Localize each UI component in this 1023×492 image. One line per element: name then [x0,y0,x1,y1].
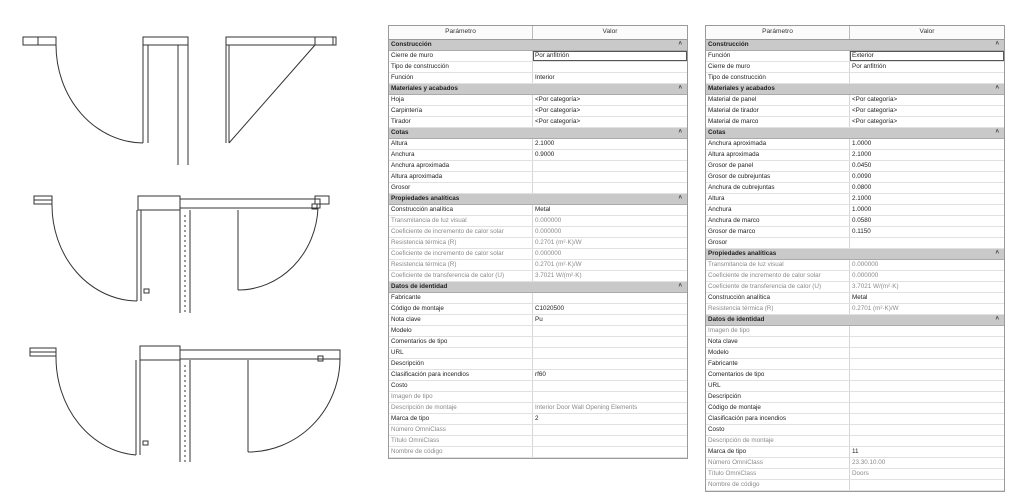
parameter-name: Tipo de construcción [706,73,850,83]
table-row [706,392,1004,403]
column-header-parametro[interactable]: Parámetro [706,26,850,39]
parameter-value[interactable]: 1.0000 [852,139,872,147]
parameter-name: Anchura aproximada [706,139,850,149]
parameter-name: Código de montaje [706,403,850,413]
parameter-name: Grosor [389,183,533,193]
parameter-value[interactable]: 1.0000 [852,205,872,213]
group-label: Construcción [391,40,432,48]
door-plan-middle [34,196,329,313]
parameter-value[interactable] [850,381,1004,391]
table-row [706,117,1004,128]
group-header-materiales-y-acabados[interactable] [389,84,687,95]
parameter-value[interactable]: 0.0580 [852,216,872,224]
parameter-name: Coeficiente de transferencia de calor (U) [389,271,533,281]
parameter-value[interactable]: 0.0090 [852,172,872,180]
parameter-value[interactable]: 0.1150 [852,227,871,235]
group-label: Datos de identidad [708,315,765,323]
parameter-value[interactable]: 11 [852,447,859,455]
parameter-value [850,436,1004,446]
table-row [706,205,1004,216]
column-header-valor[interactable]: Valor [919,28,935,36]
parameter-name: Marca de tipo [389,414,533,424]
table-row [706,95,1004,106]
parameter-value: 3.7021 W/(m²·K) [535,271,582,279]
parameter-name: Resistencia térmica (R) [389,260,533,270]
table-row [389,425,687,436]
parameter-value[interactable]: 0.9000 [535,150,555,158]
table-row [706,326,1004,337]
table-row [706,106,1004,117]
group-header-propiedades-analiticas[interactable] [706,249,1004,260]
group-header-propiedades-analiticas[interactable] [389,194,687,205]
parameter-name: Nota clave [706,337,850,347]
parameter-value[interactable]: rf60 [535,370,546,378]
group-header-cotas[interactable] [706,128,1004,139]
parameter-name: Hoja [389,95,533,105]
table-row [706,271,1004,282]
table-row [389,381,687,392]
parameter-name: Descripción [706,392,850,402]
table-row [706,381,1004,392]
parameter-name: Transmitancia de luz visual [706,260,850,270]
table-row [706,403,1004,414]
table-row [389,326,687,337]
parameter-name: Construcción analítica [389,205,533,215]
parameter-name: Modelo [706,348,850,358]
parameter-value[interactable]: <Por categoría> [535,117,581,125]
column-header-parametro[interactable]: Parámetro [389,26,533,39]
parameter-name: Anchura [389,150,533,160]
table-row [706,436,1004,447]
table-row [389,183,687,194]
table-row [706,51,1004,62]
parameter-name: Código de montaje [389,304,533,314]
table-row [706,238,1004,249]
parameter-name: Grosor de marco [706,227,850,237]
table-row [389,414,687,425]
table-row [706,370,1004,381]
parameter-value: 0.000000 [852,271,879,279]
parameter-name: Grosor [706,238,850,248]
parameter-value[interactable]: Exterior [850,51,1004,61]
parameter-name: Función [389,73,533,83]
table-row [389,51,687,62]
parameter-name: Tirador [389,117,533,127]
group-label: Propiedades analíticas [708,249,777,257]
parameter-name: Coeficiente de incremento de calor solar [389,227,533,237]
table-header [706,26,1004,40]
parameter-name: Resistencia térmica (R) [706,304,850,314]
table-row [389,403,687,414]
parameter-name: Anchura de cubrejuntas [706,183,850,193]
parameter-value: 0.000000 [852,260,879,268]
parameter-name: Marca de tipo [706,447,850,457]
parameter-value[interactable] [850,370,1004,380]
table-row [389,348,687,359]
parameter-name: Número OmniClass [706,458,850,468]
table-row [706,216,1004,227]
parameter-name: Nota clave [389,315,533,325]
parameter-value [533,436,687,446]
table-row [389,447,687,458]
collapse-chevron-icon[interactable]: ˄ [995,41,999,47]
group-label: Propiedades analíticas [391,194,460,202]
parameter-name: Cierre de muro [706,62,850,72]
parameter-name: Función [706,51,850,61]
parameter-value[interactable]: Pu [535,315,543,323]
parameter-value[interactable] [533,348,687,358]
table-row [389,216,687,227]
collapse-chevron-icon[interactable]: ˄ [678,283,682,289]
group-header-datos-de-identidad[interactable] [706,315,1004,326]
parameter-name: Costo [706,425,850,435]
parameter-name: Descripción [389,359,533,369]
table-row [389,205,687,216]
parameter-name: Material de panel [706,95,850,105]
group-label: Datos de identidad [391,282,448,290]
parameter-name: Grosor de cubrejuntas [706,172,850,182]
parameter-name: Título OmniClass [706,469,850,479]
parameter-value[interactable]: <Por categoría> [852,106,898,114]
table-row [706,447,1004,458]
table-row [389,73,687,84]
table-row [706,469,1004,480]
group-header-construccion[interactable] [389,40,687,51]
parameter-value[interactable] [533,161,687,171]
table-row [389,304,687,315]
parameter-value[interactable] [850,392,1004,402]
collapse-chevron-icon[interactable]: ˄ [995,85,999,91]
parameter-value [533,425,687,435]
group-header-datos-de-identidad[interactable] [389,282,687,293]
parameter-name: Grosor de panel [706,161,850,171]
parameter-name: Altura [389,139,533,149]
table-row [706,337,1004,348]
parameter-value[interactable]: C1020500 [535,304,565,312]
parameter-name: Transmitancia de luz visual [389,216,533,226]
parameter-value[interactable]: 2.1000 [852,194,872,202]
collapse-chevron-icon[interactable]: ˄ [678,195,682,201]
parameter-name: Fabricante [389,293,533,303]
parameter-value[interactable] [533,172,687,182]
parameter-name: Tipo de construcción [389,62,533,72]
parameter-value[interactable] [533,381,687,391]
collapse-chevron-icon[interactable]: ˄ [678,129,682,135]
parameter-value[interactable] [533,62,687,72]
parameter-value[interactable]: 2.1000 [535,139,555,147]
parameter-name: Material de tirador [706,106,850,116]
collapse-chevron-icon[interactable]: ˄ [995,250,999,256]
table-row [389,139,687,150]
table-row [706,161,1004,172]
parameter-name: Descripción de montaje [706,436,850,446]
parameter-value [850,326,1004,336]
table-row [706,293,1004,304]
group-label: Materiales y acabados [708,84,775,92]
collapse-chevron-icon[interactable]: ˄ [678,85,682,91]
parameter-name: Modelo [389,326,533,336]
parameter-name: Carpintería [389,106,533,116]
parameter-name: Coeficiente de incremento de calor solar [389,249,533,259]
table-row [389,106,687,117]
group-header-construccion[interactable] [706,40,1004,51]
parameter-name: URL [389,348,533,358]
parameter-name: Altura aproximada [389,172,533,182]
parameter-value[interactable]: 2.1000 [852,150,872,158]
parameter-value[interactable]: 2 [535,414,539,422]
parameter-value[interactable] [850,414,1004,424]
table-row [389,227,687,238]
parameter-name: Comentarios de tipo [706,370,850,380]
parameter-value[interactable] [850,348,1004,358]
parameter-name: URL [706,381,850,391]
table-row [389,392,687,403]
parameter-value [850,480,1004,490]
parameter-value[interactable] [533,359,687,369]
parameter-value[interactable] [850,73,1004,83]
parameter-name: Coeficiente de transferencia de calor (U) [706,282,850,292]
group-header-materiales-y-acabados[interactable] [706,84,1004,95]
table-row [706,425,1004,436]
table-row [706,260,1004,271]
parameter-value[interactable]: Por anfitrión [852,62,886,70]
table-row [389,95,687,106]
table-row [389,62,687,73]
table-row [706,150,1004,161]
table-row [389,436,687,447]
table-row [389,337,687,348]
parameter-name: Nombre de código [389,447,533,457]
table-row [389,150,687,161]
table-row [706,304,1004,315]
table-row [706,194,1004,205]
parameter-value[interactable]: Metal [852,293,868,301]
type-properties-table-2 [705,25,1005,492]
parameter-value[interactable] [850,359,1004,369]
parameter-name: Anchura [706,205,850,215]
parameter-name: Material de marco [706,117,850,127]
group-label: Cotas [708,128,726,136]
parameter-value[interactable] [850,238,1004,248]
parameter-value[interactable] [533,183,687,193]
table-row [706,414,1004,425]
collapse-chevron-icon[interactable]: ˄ [995,316,999,322]
parameter-name: Costo [389,381,533,391]
parameter-value: 3.7021 W/(m²·K) [852,282,899,290]
parameter-value: 0.000000 [535,227,562,235]
table-row [389,359,687,370]
parameter-name: Altura aproximada [706,150,850,160]
table-row [389,370,687,381]
table-row [706,348,1004,359]
parameter-name: Fabricante [706,359,850,369]
table-row [389,260,687,271]
parameter-name: Título OmniClass [389,436,533,446]
parameter-value[interactable] [533,326,687,336]
table-row [706,359,1004,370]
parameter-name: Coeficiente de incremento de calor solar [706,271,850,281]
parameter-name: Altura [706,194,850,204]
type-properties-table-1 [388,25,688,459]
table-row [706,227,1004,238]
parameter-value[interactable]: Por anfitrión [533,51,687,61]
parameter-value[interactable]: <Por categoría> [535,106,581,114]
table-row [706,458,1004,469]
parameter-name: Imagen de tipo [389,392,533,402]
table-header [389,26,687,40]
table-row [389,161,687,172]
table-row [389,315,687,326]
collapse-chevron-icon[interactable]: ˄ [995,129,999,135]
parameter-value: 0.2701 (m²·K)/W [535,260,582,268]
parameter-value[interactable] [850,403,1004,413]
parameter-name: Cierre de muro [389,51,533,61]
parameter-name: Anchura aproximada [389,161,533,171]
parameter-value: 0.000000 [535,249,562,257]
door-plan-top [23,37,336,165]
group-label: Cotas [391,128,409,136]
table-row [389,271,687,282]
parameter-value [533,447,687,457]
parameter-name: Anchura de marco [706,216,850,226]
table-row [706,282,1004,293]
parameter-value[interactable]: <Por categoría> [852,95,898,103]
group-label: Construcción [708,40,749,48]
parameter-name: Construcción analítica [706,293,850,303]
parameter-value[interactable] [850,337,1004,347]
parameter-value: 0.2701 (m²·K)/W [852,304,899,312]
table-row [389,238,687,249]
parameter-name: Comentarios de tipo [389,337,533,347]
parameter-name: Clasificación para incendios [389,370,533,380]
table-row [706,62,1004,73]
table-row [706,183,1004,194]
table-row [706,480,1004,491]
parameter-value: Doors [852,469,869,477]
parameter-value: Interior Door Wall Opening Elements [535,403,638,411]
door-plan-bottom [30,346,340,462]
table-row [706,172,1004,183]
table-row [389,172,687,183]
parameter-value[interactable]: Metal [535,205,551,213]
parameter-name: Descripción de montaje [389,403,533,413]
collapse-chevron-icon[interactable]: ˄ [678,41,682,47]
column-header-valor[interactable]: Valor [602,28,618,36]
parameter-value: 0.2701 (m²·K)/W [535,238,582,246]
parameter-value[interactable] [533,337,687,347]
table-row [389,117,687,128]
parameter-value[interactable]: Interior [535,73,555,81]
parameter-value [533,392,687,402]
group-header-cotas[interactable] [389,128,687,139]
parameter-value[interactable]: 0.0800 [852,183,872,191]
table-row [706,73,1004,84]
parameter-value[interactable] [850,425,1004,435]
parameter-name: Imagen de tipo [706,326,850,336]
parameter-name: Resistencia térmica (R) [389,238,533,248]
table-row [389,293,687,304]
table-row [389,249,687,260]
parameter-name: Nombre de código [706,480,850,490]
parameter-value[interactable]: <Por categoría> [852,117,898,125]
parameter-value[interactable]: <Por categoría> [535,95,581,103]
table-row [706,139,1004,150]
door-plan-drawings [0,0,380,479]
group-label: Materiales y acabados [391,84,458,92]
parameter-name: Número OmniClass [389,425,533,435]
parameter-value: 23.30.10.00 [852,458,886,466]
parameter-value: 0.000000 [535,216,562,224]
parameter-value[interactable]: 0.0450 [852,161,872,169]
parameter-name: Clasificación para incendios [706,414,850,424]
parameter-value[interactable] [533,293,687,303]
